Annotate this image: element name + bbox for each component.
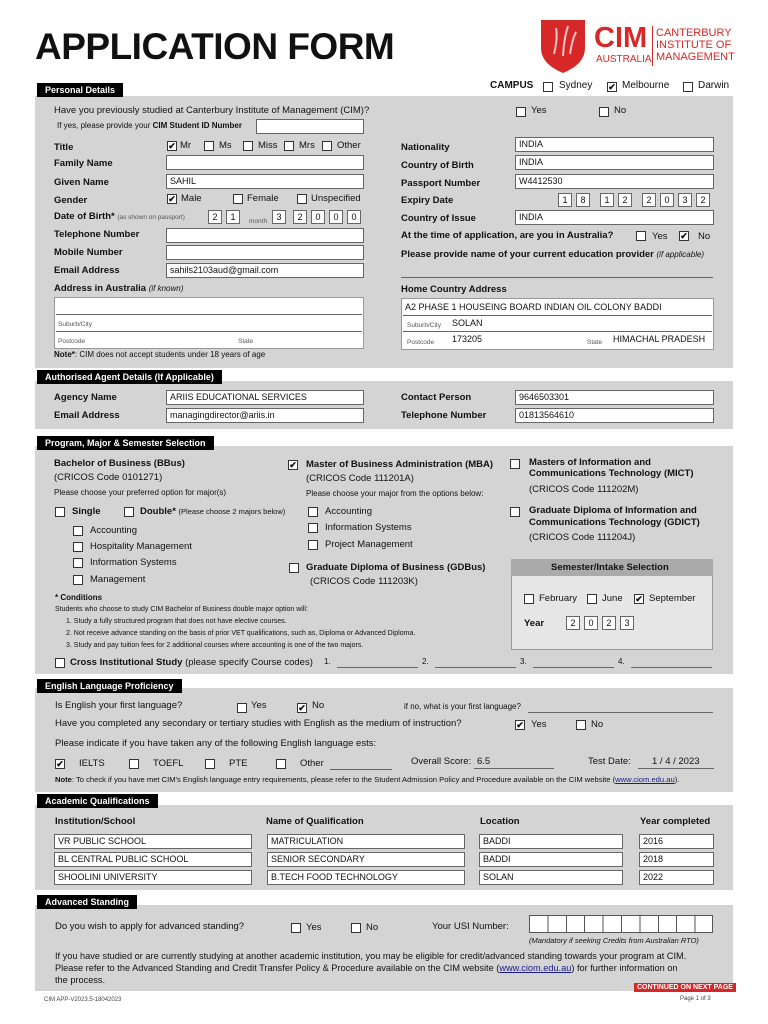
age-note-label: Note* — [54, 350, 75, 359]
advanced-para-3: the process. — [55, 975, 106, 985]
year-digit-4[interactable]: 3 — [620, 616, 634, 630]
prev-study-no-label: No — [614, 105, 627, 116]
logo-line-3: MANAGEMENT — [656, 51, 735, 63]
mobile-label: Mobile Number — [54, 247, 123, 258]
mict-checkbox[interactable] — [510, 459, 520, 469]
dob-year-4[interactable]: 0 — [347, 210, 361, 224]
year-digit-2[interactable]: 0 — [584, 616, 598, 630]
title-mrs-checkbox[interactable] — [284, 141, 294, 151]
campus-darwin-checkbox[interactable] — [683, 82, 693, 92]
sem-june-checkbox[interactable] — [587, 594, 597, 604]
campus-sydney-checkbox[interactable] — [543, 82, 553, 92]
prev-study-no-checkbox[interactable] — [599, 107, 609, 117]
test-other-line[interactable] — [330, 769, 392, 770]
home-suburb-hint: Suburb/City — [407, 322, 441, 329]
email-field[interactable]: sahils2103aud@gmail.com — [166, 263, 364, 278]
medium-yes-label: Yes — [531, 719, 547, 730]
continued-banner: CONTINUED ON NEXT PAGE — [634, 983, 736, 992]
agent-telephone-field[interactable]: 01813564610 — [515, 408, 714, 423]
campus-melbourne-label: Melbourne — [622, 80, 670, 91]
advanced-no-checkbox[interactable] — [351, 923, 361, 933]
gender-label: Gender — [54, 195, 88, 206]
nationality-label: Nationality — [401, 142, 450, 153]
row2-year[interactable]: 2018 — [639, 852, 714, 867]
mba-major-is-checkbox[interactable] — [308, 523, 318, 533]
agency-name-field[interactable]: ARIIS EDUCATIONAL SERVICES — [166, 390, 364, 405]
prev-study-yes-label: Yes — [531, 105, 547, 116]
gdict-code: (CRICOS Code 111204J) — [529, 532, 636, 543]
advanced-no-label: No — [366, 922, 379, 933]
score-value: 6.5 — [477, 756, 491, 767]
age-note-text: : CIM does not accept students under 18 years of age — [74, 350, 266, 359]
contact-person-field[interactable]: 9646503301 — [515, 390, 714, 405]
title-other-label: Other — [337, 140, 361, 151]
bbus-single-label: Single — [72, 506, 101, 517]
bbus-double-checkbox[interactable] — [124, 507, 134, 517]
test-date-label: Test Date: — [588, 756, 631, 767]
expiry-digit-4[interactable]: 2 — [618, 193, 632, 207]
birth-country-field[interactable]: INDIA — [515, 155, 714, 170]
given-name-label: Given Name — [54, 177, 109, 188]
row3-year[interactable]: 2022 — [639, 870, 714, 885]
campus-sydney-label: Sydney — [559, 80, 593, 91]
first-lang-no-label: No — [312, 700, 325, 711]
row2-institution[interactable]: BL CENTRAL PUBLIC SCHOOL — [54, 852, 252, 867]
expiry-digit-6[interactable]: 0 — [660, 193, 674, 207]
first-language-question: Is English your first language? — [55, 700, 183, 711]
gdbus-title: Graduate Diploma of Business (GDBus) — [306, 562, 486, 573]
sem-june-label: June — [602, 593, 623, 604]
row1-year[interactable]: 2016 — [639, 834, 714, 849]
test-date-line[interactable] — [638, 768, 714, 769]
gdbus-checkbox[interactable] — [289, 563, 299, 573]
bbus-major-accounting-label: Accounting — [90, 525, 138, 536]
usi-note: (Mandatory if seeking Credits from Australian RTO) — [529, 936, 699, 945]
in-australia-no-checkbox[interactable]: ✔ — [680, 231, 688, 241]
dob-day-1[interactable]: 2 — [208, 210, 222, 224]
home-suburb-value: SOLAN — [452, 318, 483, 328]
year-digit-1[interactable]: 2 — [566, 616, 580, 630]
aus-address-box[interactable] — [54, 297, 364, 349]
agent-email-label: Email Address — [54, 410, 120, 421]
logo-line-1: CANTERBURY — [656, 27, 732, 39]
home-address-label: Home Country Address — [401, 284, 507, 295]
in-australia-no-label: No — [698, 231, 711, 242]
gender-unspecified-label: Unspecified — [311, 193, 361, 204]
program-header: Program, Major & Semester Selection — [37, 436, 214, 450]
logo-country: AUSTRALIA — [596, 54, 652, 65]
gdbus-code: (CRICOS Code 111203K) — [310, 576, 418, 587]
home-state-hint: State — [587, 339, 603, 346]
telephone-field[interactable] — [166, 228, 364, 243]
advanced-yes-checkbox[interactable] — [291, 923, 301, 933]
logo-cim: CIM — [594, 22, 648, 54]
agent-telephone-label: Telephone Number — [401, 410, 487, 421]
test-pte-label: PTE — [229, 758, 248, 769]
col-year: Year completed — [640, 816, 711, 827]
score-line[interactable] — [474, 768, 554, 769]
mobile-field[interactable] — [166, 245, 364, 260]
advanced-link[interactable]: www.ciom.edu.au — [499, 963, 572, 973]
sem-february-checkbox[interactable] — [524, 594, 534, 604]
gender-female-checkbox[interactable] — [233, 194, 243, 204]
first-language-ifno: if no, what is your first language? — [404, 702, 521, 711]
home-postcode-value: 173205 — [452, 334, 483, 344]
dob-note: (as shown on passport) — [117, 214, 185, 221]
english-note-link[interactable]: www.ciom.edu.au — [615, 775, 675, 784]
gdict-title-1: Graduate Diploma of Information and — [529, 505, 697, 516]
dob-year-1[interactable]: 2 — [293, 210, 307, 224]
title-mr-label: Mr — [180, 140, 192, 151]
advanced-header: Advanced Standing — [37, 895, 137, 909]
first-lang-no-checkbox[interactable]: ✔ — [298, 703, 306, 713]
mict-title-2: Communications Technology (MICT) — [529, 468, 694, 479]
dob-year-3[interactable]: 0 — [329, 210, 343, 224]
email-label: Email Address — [54, 265, 120, 276]
usi-boxes[interactable] — [529, 915, 713, 933]
bbus-major-accounting-checkbox[interactable] — [73, 526, 83, 536]
aus-suburb-hint: Suburb/City — [58, 321, 92, 328]
nationality-field[interactable]: INDIA — [515, 137, 714, 152]
mba-major-pm-checkbox[interactable] — [308, 540, 318, 550]
campus-label: CAMPUS — [490, 80, 534, 91]
expiry-digit-5[interactable]: 2 — [642, 193, 656, 207]
agent-header: Authorised Agent Details (If Applicable) — [37, 370, 222, 384]
bbus-major-hospitality-label: Hospitality Management — [90, 541, 192, 552]
title-label: Title — [54, 142, 74, 153]
row1-institution[interactable]: VR PUBLIC SCHOOL — [54, 834, 252, 849]
dob-year-2[interactable]: 0 — [311, 210, 325, 224]
row2-location[interactable]: BADDI — [479, 852, 623, 867]
first-language-line[interactable] — [528, 712, 713, 713]
cross-study-label: Cross Institutional Study — [70, 657, 183, 668]
student-id-note-bold: CIM Student ID Number — [152, 121, 242, 130]
student-id-field[interactable] — [256, 119, 364, 134]
aus-state-hint: State — [238, 338, 254, 345]
aus-address-note: (if known) — [148, 284, 184, 293]
english-header: English Language Proficiency — [37, 679, 182, 693]
col-institution: Institution/School — [55, 816, 136, 827]
student-id-note: If yes, please provide your — [57, 121, 151, 130]
test-toefl-label: TOEFL — [153, 758, 184, 769]
logo-line-2: INSTITUTE OF — [656, 39, 732, 51]
bbus-double-note: (Please choose 2 majors below) — [178, 507, 286, 516]
usi-label: Your USI Number: — [432, 921, 509, 932]
test-date-value: 1 / 4 / 2023 — [652, 756, 700, 767]
family-name-field[interactable] — [166, 155, 364, 170]
row3-qualification[interactable]: B.TECH FOOD TECHNOLOGY — [267, 870, 465, 885]
title-other-checkbox[interactable] — [322, 141, 332, 151]
first-lang-yes-checkbox[interactable] — [237, 703, 247, 713]
dob-month-2[interactable]: 3 — [272, 210, 286, 224]
agent-email-field[interactable]: managingdirector@ariis.in — [166, 408, 364, 423]
tests-question: Please indicate if you have taken any of the following English language ests: — [55, 738, 377, 749]
sem-september-label: September — [649, 593, 696, 604]
conditions-intro: Students who choose to study CIM Bachelor of Business double major option will: — [55, 606, 308, 613]
page-number: Page 1 of 3 — [680, 996, 711, 1002]
in-australia-question: At the time of application, are you in Australia? — [401, 230, 614, 241]
col-location: Location — [480, 816, 520, 827]
course-code-4-num: 4. — [618, 657, 625, 666]
title-miss-label: Miss — [258, 140, 278, 151]
course-code-1-line[interactable] — [337, 667, 418, 668]
condition-1: 1. Study a fully structured program that does not have elective courses. — [66, 618, 287, 625]
bbus-double-label: Double* — [140, 506, 176, 517]
home-address-value: A2 PHASE 1 HOUSEING BOARD INDIAN OIL COLONY BADDI — [405, 302, 662, 312]
year-digit-3[interactable]: 2 — [602, 616, 616, 630]
cim-logo — [538, 16, 733, 76]
title-mr-checkbox[interactable]: ✔ — [168, 141, 176, 151]
form-code: CIM APP-V2023.5-18042023 — [44, 997, 122, 1003]
row3-institution[interactable]: SHOOLINI UNIVERSITY — [54, 870, 252, 885]
test-other-label: Other — [300, 758, 324, 769]
current-provider-question: Please provide name of your current education provider — [401, 249, 654, 260]
expiry-digit-2[interactable]: 8 — [576, 193, 590, 207]
title-ms-label: Ms — [219, 140, 232, 151]
current-provider-line[interactable] — [401, 277, 713, 278]
test-pte-checkbox[interactable] — [205, 759, 215, 769]
given-name-field[interactable]: SAHIL — [166, 174, 364, 189]
issue-country-field[interactable]: INDIA — [515, 210, 714, 225]
row1-qualification[interactable]: MATRICULATION — [267, 834, 465, 849]
bbus-single-checkbox[interactable] — [55, 507, 65, 517]
campus-melbourne-checkbox[interactable]: ✔ — [608, 82, 616, 92]
cross-study-checkbox[interactable] — [55, 658, 65, 668]
row3-location[interactable]: SOLAN — [479, 870, 623, 885]
course-code-2-num: 2. — [422, 657, 429, 666]
prev-study-yes-checkbox[interactable] — [516, 107, 526, 117]
bbus-pref-note: Please choose your preferred option for major(s) — [54, 488, 227, 497]
title-ms-checkbox[interactable] — [204, 141, 214, 151]
course-code-2-line[interactable] — [435, 667, 516, 668]
passport-field[interactable]: W4412530 — [515, 174, 714, 189]
current-provider-note: (if applicable) — [656, 250, 705, 259]
home-state-value: HIMACHAL PRADESH — [613, 334, 706, 344]
conditions-header: * Conditions — [55, 593, 103, 602]
campus-darwin-label: Darwin — [698, 80, 730, 91]
gender-female-label: Female — [247, 193, 279, 204]
bbus-major-management-checkbox[interactable] — [73, 575, 83, 585]
mict-title-1: Masters of Information and — [529, 457, 651, 468]
issue-country-label: Country of Issue — [401, 213, 476, 224]
expiry-digit-8[interactable]: 2 — [696, 193, 710, 207]
title-miss-checkbox[interactable] — [243, 141, 253, 151]
mict-code: (CRICOS Code 111202M) — [529, 484, 639, 495]
condition-2: 2. Not receive advance standing on the basis of prior VET qualifications, such as, Diploma or Advanced Diploma. — [66, 630, 416, 637]
mba-major-pm-label: Project Management — [325, 539, 413, 550]
gdict-checkbox[interactable] — [510, 507, 520, 517]
row1-location[interactable]: BADDI — [479, 834, 623, 849]
course-code-3-line[interactable] — [533, 667, 614, 668]
test-ielts-checkbox[interactable]: ✔ — [56, 759, 64, 769]
bbus-major-hospitality-checkbox[interactable] — [73, 542, 83, 552]
english-note-text: : To check if you have met CIM's English language entry requirements, please refer to the Student Admission Policy and Procedure available on the CIM website ( — [71, 775, 616, 784]
home-postcode-hint: Postcode — [407, 339, 435, 346]
advanced-para-2: Please refer to the Advanced Standing and Credit Transfer Policy & Procedure available on the CIM website ( — [55, 963, 500, 973]
sem-september-checkbox[interactable]: ✔ — [635, 594, 643, 604]
mba-major-accounting-label: Accounting — [325, 506, 373, 517]
mba-title: Master of Business Administration (MBA) — [306, 459, 494, 470]
birth-country-label: Country of Birth — [401, 160, 474, 171]
title-mrs-label: Mrs — [299, 140, 315, 151]
family-name-label: Family Name — [54, 158, 113, 169]
bbus-title: Bachelor of Business (BBus) — [54, 458, 185, 469]
bbus-major-is-checkbox[interactable] — [73, 558, 83, 568]
dob-label: Date of Birth* — [54, 211, 115, 222]
test-other-checkbox[interactable] — [276, 759, 286, 769]
dob-day-2[interactable]: 1 — [226, 210, 240, 224]
aus-postcode-hint: Postcode — [58, 338, 86, 345]
aus-address-label: Address in Australia — [54, 283, 147, 294]
col-qualification: Name of Qualification — [266, 816, 364, 827]
score-label: Overall Score: — [411, 756, 472, 767]
medium-no-checkbox[interactable] — [576, 720, 586, 730]
agency-name-label: Agency Name — [54, 392, 117, 403]
medium-question: Have you completed any secondary or tertiary studies with English as the medium of instruction? — [55, 718, 462, 729]
test-toefl-checkbox[interactable] — [129, 759, 139, 769]
bbus-code: CRICOS Code 0101271) — [57, 472, 163, 483]
expiry-label: Expiry Date — [401, 195, 454, 206]
mba-pref-note: Please choose your major from the options below: — [306, 489, 484, 498]
advanced-para-1: If you have studied or are currently studying at another academic institution, you may be eligible for credit/advanced standing towards your program at CIM. — [55, 951, 687, 961]
medium-no-label: No — [591, 719, 604, 730]
course-code-4-line[interactable] — [631, 667, 712, 668]
test-ielts-label: IELTS — [79, 758, 105, 769]
expiry-digit-1[interactable]: 1 — [558, 193, 572, 207]
mba-checkbox[interactable]: ✔ — [289, 460, 297, 470]
in-australia-yes-checkbox[interactable] — [636, 231, 646, 241]
advanced-yes-label: Yes — [306, 922, 322, 933]
gender-unspecified-checkbox[interactable] — [297, 194, 307, 204]
advanced-question: Do you wish to apply for advanced standing? — [55, 921, 245, 932]
dob-month-hint: month — [249, 218, 268, 225]
english-note-label: Note — [55, 775, 72, 784]
expiry-digit-3[interactable]: 1 — [600, 193, 614, 207]
bbus-major-management-label: Management — [90, 574, 146, 585]
academic-header: Academic Qualifications — [37, 794, 158, 808]
sem-february-label: February — [539, 593, 578, 604]
mba-major-is-label: Information Systems — [325, 522, 412, 533]
gender-male-label: Male — [181, 193, 202, 204]
personal-header: Personal Details — [37, 83, 123, 97]
form-title: APPLICATION FORM — [35, 26, 395, 67]
gdict-title-2: Communications Technology (GDICT) — [529, 517, 700, 528]
mba-code: (CRICOS Code 111201A) — [306, 473, 414, 484]
course-code-1-num: 1. — [324, 657, 331, 666]
first-lang-yes-label: Yes — [251, 700, 267, 711]
course-code-3-num: 3. — [520, 657, 527, 666]
prev-study-question: Have you previously studied at Canterbury Institute of Management (CIM)? — [54, 105, 370, 116]
medium-yes-checkbox[interactable]: ✔ — [516, 720, 524, 730]
contact-person-label: Contact Person — [401, 392, 472, 403]
year-label: Year — [524, 618, 545, 629]
bbus-major-is-label: Information Systems — [90, 557, 177, 568]
expiry-digit-7[interactable]: 3 — [678, 193, 692, 207]
row2-qualification[interactable]: SENIOR SECONDARY — [267, 852, 465, 867]
shield-icon — [538, 16, 588, 74]
passport-label: Passport Number — [401, 178, 481, 189]
in-australia-yes-label: Yes — [652, 231, 668, 242]
condition-3: 3. Study and pay tuition fees for 2 additional courses where accounting is one of the two majors. — [66, 642, 364, 649]
gender-male-checkbox[interactable]: ✔ — [168, 194, 176, 204]
mba-major-accounting-checkbox[interactable] — [308, 507, 318, 517]
telephone-label: Telephone Number — [54, 229, 140, 240]
semester-header: Semester/Intake Selection — [551, 562, 669, 573]
cross-study-note: (please specify Course codes) — [185, 657, 313, 668]
